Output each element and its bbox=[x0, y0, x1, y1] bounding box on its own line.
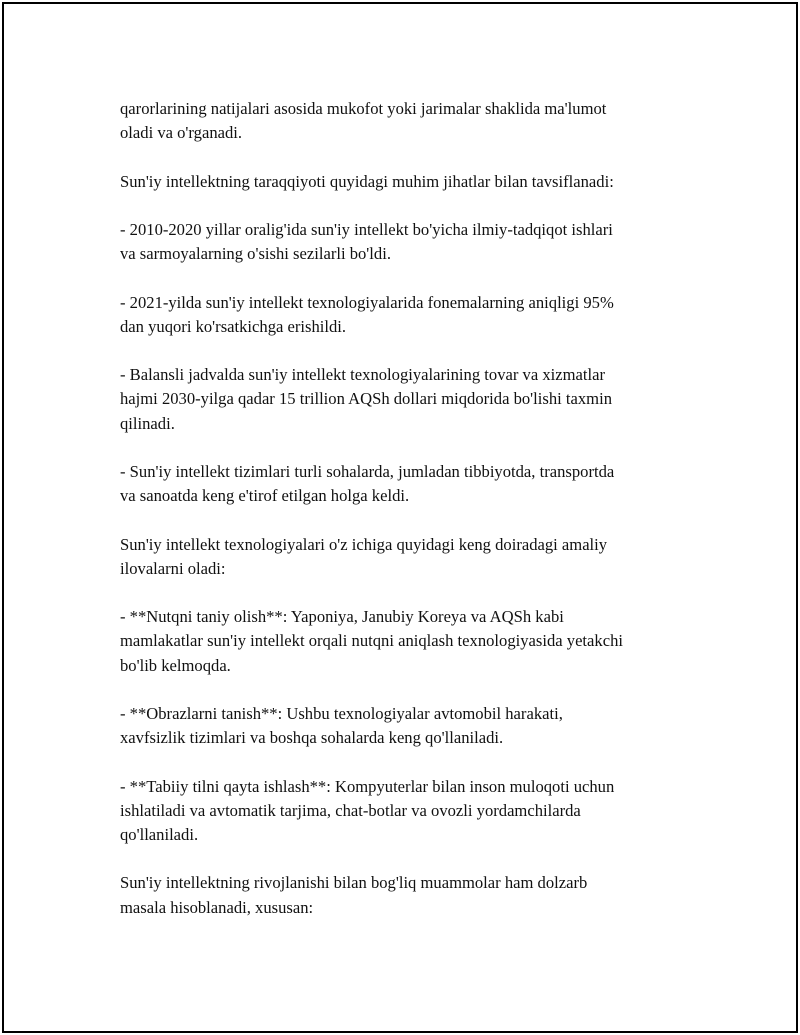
paragraph-intro-continuation: qarorlarining natijalari asosida mukofot yoki jarimalar shaklida ma'lumot oladi va o'rganadi. bbox=[120, 99, 607, 143]
paragraph-applications-heading: Sun'iy intellekt texnologiyalari o'z ichiga quyidagi keng doiradagi amaliy ilovalarni oladi: bbox=[120, 534, 608, 578]
document-body bbox=[120, 97, 690, 944]
list-item-industry-adoption: - Sun'iy intellekt tizimlari turli sohalarda, jumladan tibbiyotda, transportda va sanoatda keng e'tirof etilgan holga keldi. bbox=[120, 461, 615, 506]
list-item-natural-language-processing: - **Tabiiy tilni qayta ishlash**: Kompyuterlar bilan inson muloqoti uchun ishlatiladi va avtomatik tarjima, chat-botlar va ovozli yordamchilarda qo'llaniladi. bbox=[120, 776, 615, 844]
list-item-image-recognition: - **Obrazlarni tanish**: Ushbu texnologiyalar avtomobil harakati, xavfsizlik tizimlari va boshqa sohalarda keng qo'llaniladi. bbox=[120, 703, 563, 748]
list-item-market-forecast: - Balansli jadvalda sun'iy intellekt texnologiyalarining tovar va xizmatlar hajmi 2030-yilga qadar 15 trillion AQSh dollari miqdorida bo'lishi taxmin qilinadi. bbox=[120, 365, 612, 433]
paragraph-problems-heading: Sun'iy intellektning rivojlanishi bilan bog'liq muammolar ham dolzarb masala hisoblanadi, xususan: bbox=[120, 873, 588, 917]
paragraph-progress-heading: Sun'iy intellektning taraqqiyoti quyidagi muhim jihatlar bilan tavsiflanadi: bbox=[120, 171, 614, 191]
list-item-research-growth: - 2010-2020 yillar oralig'ida sun'iy intellekt bo'yicha ilmiy-tadqiqot ishlari va sarmoyalarning o'sishi sezilarli bo'ldi. bbox=[120, 219, 613, 264]
list-item-speech-recognition: - **Nutqni taniy olish**: Yaponiya, Janubiy Koreya va AQSh kabi mamlakatlar sun'iy intellekt orqali nutqni aniqlash texnologiyasida yetakchi bo'lib kelmoqda. bbox=[120, 607, 623, 675]
list-item-phoneme-accuracy: - 2021-yilda sun'iy intellekt texnologiyalarida fonemalarning aniqligi 95% dan yuqori ko'rsatkichga erishildi. bbox=[120, 292, 614, 336]
document-page bbox=[2, 2, 798, 1033]
